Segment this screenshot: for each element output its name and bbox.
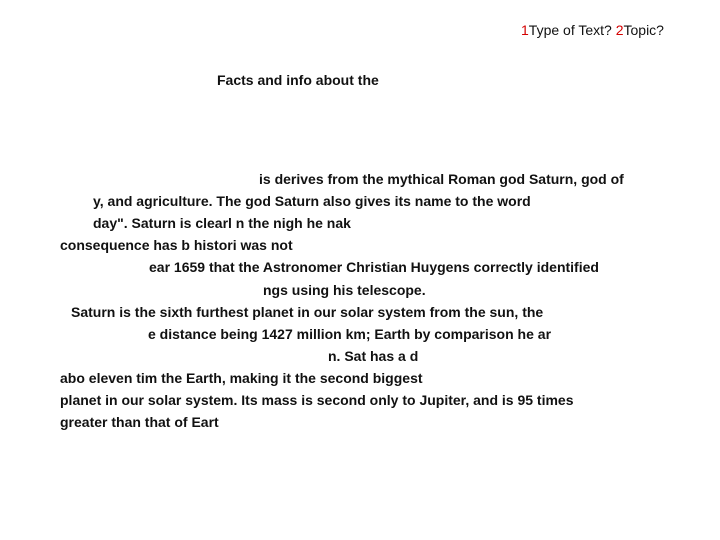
body-line: ngs using his telescope. [263,282,426,298]
body-line: abo eleven tim the Earth, making it the second biggest [60,370,423,386]
question-number-2: 2 [615,22,624,38]
body-line: greater than that of Eart [60,414,219,430]
question-text-1: Type of Text? [528,22,616,38]
question-number-1: 1 [521,22,529,38]
body-line: consequence has b histori was not [60,237,293,253]
body-line: n. Sat has a d [328,348,419,364]
page-title: Facts and info about the [217,72,379,88]
body-line: e distance being 1427 million km; Earth by comparison he ar [148,326,552,342]
body-line: planet in our solar system. Its mass is second only to Jupiter, and is 95 times [60,392,574,408]
body-line: Saturn is the sixth furthest planet in our solar system from the sun, the [71,304,544,320]
body-line: is derives from the mythical Roman god Saturn, god of [259,171,624,187]
question-prompt [521,22,664,38]
body-line: y, and agriculture. The god Saturn also gives its name to the word [93,193,531,209]
body-line: ear 1659 that the Astronomer Christian Huygens correctly identified [149,259,599,275]
question-text-2: Topic? [623,22,664,38]
body-line: day". Saturn is clearl n the nigh he nak [93,215,351,231]
